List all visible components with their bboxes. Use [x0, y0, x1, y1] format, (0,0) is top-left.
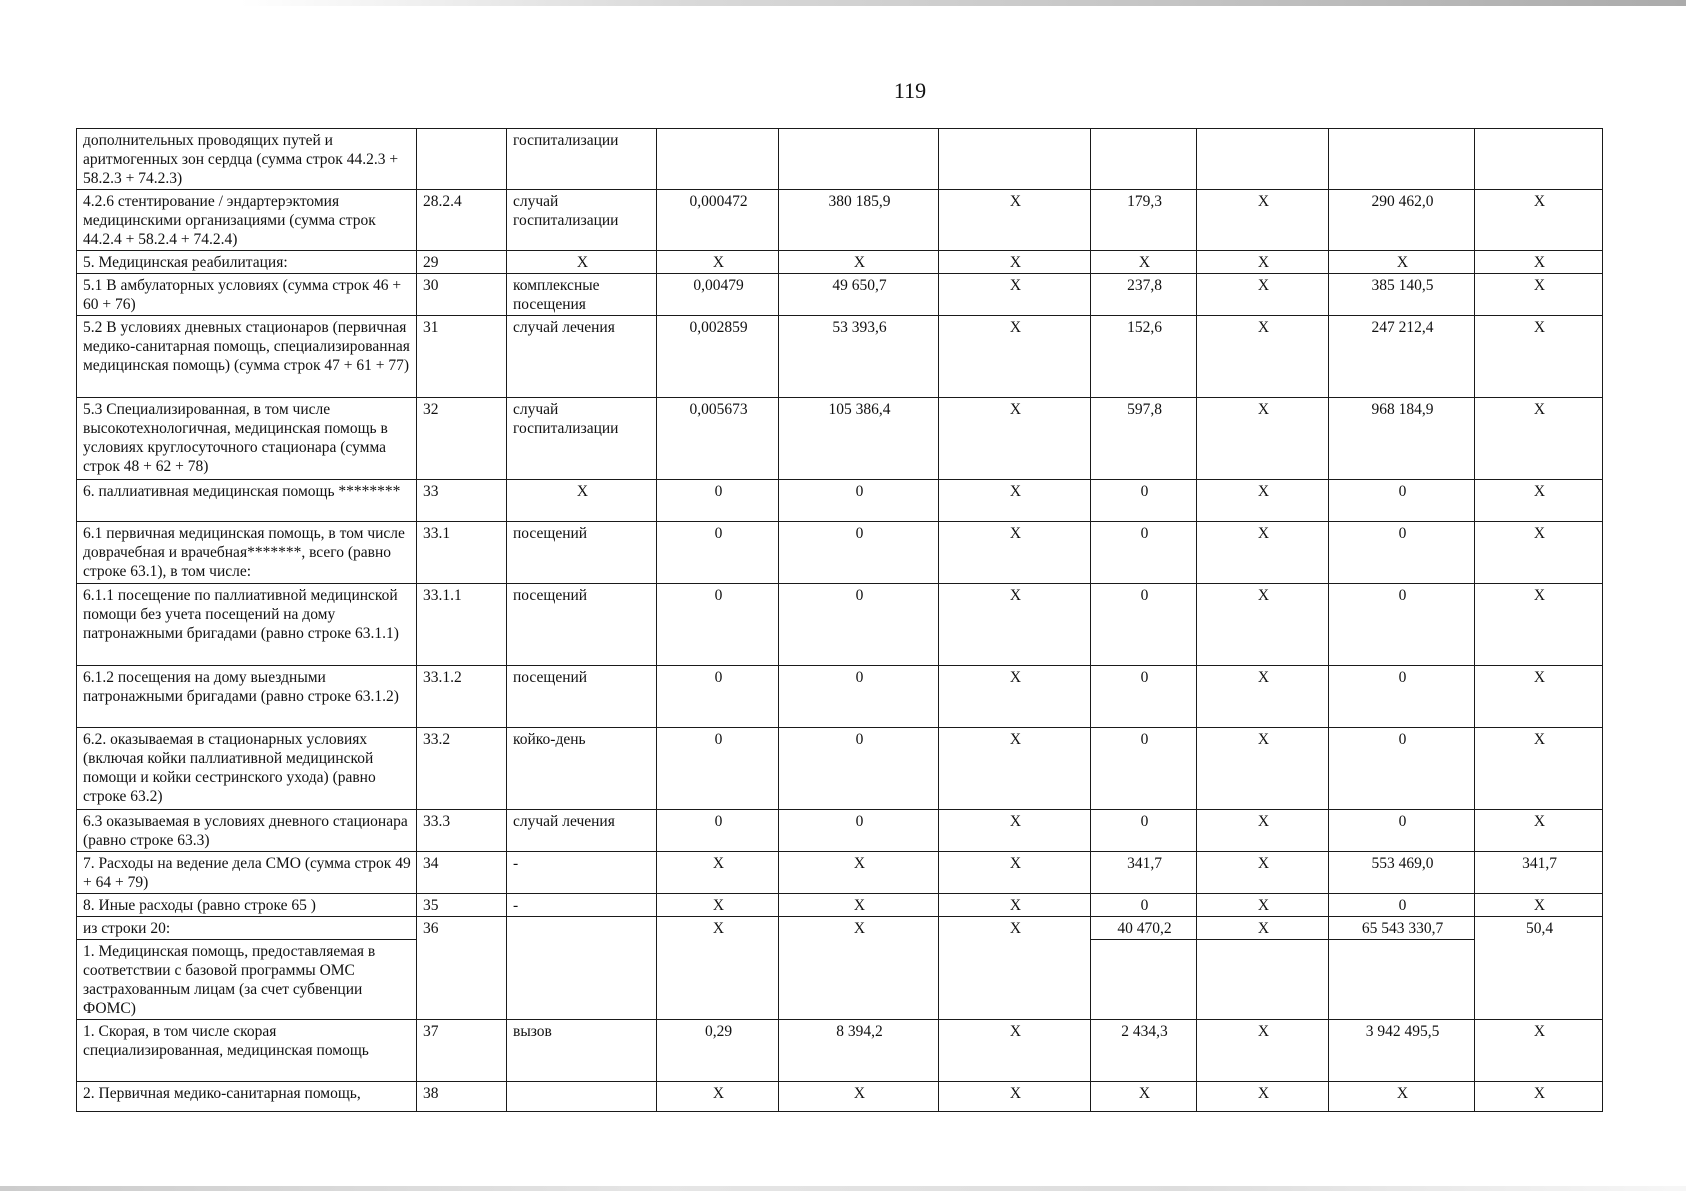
row-value-1: X	[657, 251, 779, 274]
row-value-4: X	[1091, 251, 1197, 274]
row-value-2: 53 393,6	[779, 316, 939, 398]
row-value-3: X	[939, 274, 1091, 316]
row-number: 28.2.4	[417, 190, 507, 251]
row-value-2: 0	[779, 810, 939, 852]
row-value-5: X	[1197, 666, 1329, 728]
row-value-7	[1475, 129, 1603, 190]
row-value-3: X	[939, 480, 1091, 522]
row-value-1: 0,005673	[657, 398, 779, 480]
row-value-4: 0	[1091, 666, 1197, 728]
row-value-4: 341,7	[1091, 852, 1197, 894]
row-value-3	[939, 129, 1091, 190]
row-unit: X	[507, 251, 657, 274]
row-value-4: X	[1091, 1082, 1197, 1112]
row-number: 33.1.1	[417, 584, 507, 666]
row-unit: X	[507, 480, 657, 522]
row-name: 5. Медицинская реабилитация:	[77, 251, 417, 274]
row-value-2: X	[779, 894, 939, 917]
row-unit: комплексные посещения	[507, 274, 657, 316]
row-value-3: X	[939, 316, 1091, 398]
row-number: 38	[417, 1082, 507, 1112]
row-value-4: 40 470,2	[1091, 917, 1197, 940]
row-value-3: X	[939, 852, 1091, 894]
row-name: 8. Иные расходы (равно строке 65 )	[77, 894, 417, 917]
data-table	[76, 128, 1603, 1112]
row-value-7: X	[1475, 894, 1603, 917]
row-name: 7. Расходы на ведение дела СМО (сумма строк 49 + 64 + 79)	[77, 852, 417, 894]
row-value-2: 0	[779, 480, 939, 522]
table-row	[77, 852, 1603, 894]
row-value-6: 0	[1329, 584, 1475, 666]
row-value-2: 8 394,2	[779, 1020, 939, 1082]
scan-edge-top	[240, 0, 1686, 6]
row-value-6: 0	[1329, 810, 1475, 852]
table-row	[77, 251, 1603, 274]
row-value-6: 0	[1329, 728, 1475, 810]
row-value-1: X	[657, 1082, 779, 1112]
row-value-6: 0	[1329, 894, 1475, 917]
row-value-4: 0	[1091, 584, 1197, 666]
row-value-4: 597,8	[1091, 398, 1197, 480]
row-unit: вызов	[507, 1020, 657, 1082]
row-unit: случай госпитализации	[507, 398, 657, 480]
table-row	[77, 1082, 1603, 1112]
row-value-2: X	[779, 852, 939, 894]
table-row	[77, 810, 1603, 852]
row-value-2: 105 386,4	[779, 398, 939, 480]
row-unit: -	[507, 852, 657, 894]
row-value-4: 179,3	[1091, 190, 1197, 251]
row-value-6: 65 543 330,7	[1329, 917, 1475, 940]
table-row	[77, 190, 1603, 251]
row-value-4: 2 434,3	[1091, 1020, 1197, 1082]
row-name: 5.1 В амбулаторных условиях (сумма строк 46 + 60 + 76)	[77, 274, 417, 316]
row-value-4: 0	[1091, 810, 1197, 852]
row-value-6: 0	[1329, 522, 1475, 584]
row-value-5: X	[1197, 190, 1329, 251]
row-value-2: 49 650,7	[779, 274, 939, 316]
row-name: 1. Скорая, в том числе скорая специализированная, медицинская помощь	[77, 1020, 417, 1082]
row-value-4: 237,8	[1091, 274, 1197, 316]
row-value-5	[1197, 129, 1329, 190]
row-value-7: X	[1475, 251, 1603, 274]
table-row	[77, 666, 1603, 728]
empty-cell	[1091, 940, 1197, 1020]
row-unit: койко-день	[507, 728, 657, 810]
row-number: 31	[417, 316, 507, 398]
row-name: 6. паллиативная медицинская помощь ********	[77, 480, 417, 522]
row-value-6: 968 184,9	[1329, 398, 1475, 480]
row-value-6: 0	[1329, 480, 1475, 522]
row-unit: госпитализации	[507, 129, 657, 190]
row-value-6	[1329, 129, 1475, 190]
row-value-7: X	[1475, 1020, 1603, 1082]
row-value-6: X	[1329, 251, 1475, 274]
row-value-4: 0	[1091, 728, 1197, 810]
row-number: 35	[417, 894, 507, 917]
row-value-2: 0	[779, 522, 939, 584]
row-value-1: X	[657, 852, 779, 894]
row-number: 34	[417, 852, 507, 894]
row-value-6: X	[1329, 1082, 1475, 1112]
row-value-2: X	[779, 917, 939, 1020]
row-value-6: 3 942 495,5	[1329, 1020, 1475, 1082]
row-unit: -	[507, 894, 657, 917]
row-unit: случай лечения	[507, 810, 657, 852]
row-value-3: X	[939, 1020, 1091, 1082]
row-unit	[507, 1082, 657, 1112]
table-row	[77, 274, 1603, 316]
row-value-3: X	[939, 584, 1091, 666]
table-row	[77, 728, 1603, 810]
row-value-2: 380 185,9	[779, 190, 939, 251]
row-value-1: 0,002859	[657, 316, 779, 398]
row-value-5: X	[1197, 1082, 1329, 1112]
row-value-1: 0	[657, 584, 779, 666]
row-number	[417, 129, 507, 190]
row-value-1: X	[657, 894, 779, 917]
row-value-3: X	[939, 917, 1091, 1020]
page-number: 119	[893, 78, 927, 103]
row-number: 33.1	[417, 522, 507, 584]
row-name: 1. Медицинская помощь, предоставляемая в соответствии с базовой программы ОМС застрахованным лицам (за счет субвенции ФОМС)	[77, 940, 417, 1020]
row-value-5: X	[1197, 894, 1329, 917]
table-row	[77, 480, 1603, 522]
row-value-1: 0	[657, 810, 779, 852]
row-unit: посещений	[507, 584, 657, 666]
table-row	[77, 129, 1603, 190]
row-name: 5.2 В условиях дневных стационаров (первичная медико-санитарная помощь, специализированная медицинская помощь) (сумма строк 47 + 61 + 77)	[77, 316, 417, 398]
row-value-1: 0	[657, 480, 779, 522]
row-value-3: X	[939, 894, 1091, 917]
row-value-3: X	[939, 728, 1091, 810]
row-name: 6.1.1 посещение по паллиативной медицинской помощи без учета посещений на дому патронажными бригадами (равно строке 63.1.1)	[77, 584, 417, 666]
row-value-1: X	[657, 917, 779, 1020]
row-value-5: X	[1197, 480, 1329, 522]
row-value-7: X	[1475, 810, 1603, 852]
row-name: 4.2.6 стентирование / эндартерэктомия медицинскими организациями (сумма строк 44.2.4 + 58.2.4 + 74.2.4)	[77, 190, 417, 251]
row-number: 33.3	[417, 810, 507, 852]
row-name: 6.3 оказываемая в условиях дневного стационара (равно строке 63.3)	[77, 810, 417, 852]
row-value-7: X	[1475, 1082, 1603, 1112]
row-value-1: 0	[657, 666, 779, 728]
row-unit: посещений	[507, 522, 657, 584]
row-name: дополнительных проводящих путей и аритмогенных зон сердца (сумма строк 44.2.3 + 58.2.3 + 74.2.3)	[77, 129, 417, 190]
row-number: 32	[417, 398, 507, 480]
row-number: 37	[417, 1020, 507, 1082]
row-number: 33.2	[417, 728, 507, 810]
from-row-label: из строки 20:	[77, 917, 417, 940]
row-value-6: 0	[1329, 666, 1475, 728]
row-value-3: X	[939, 190, 1091, 251]
row-value-1: 0,00479	[657, 274, 779, 316]
row-value-2: 0	[779, 728, 939, 810]
row-value-5: X	[1197, 852, 1329, 894]
row-name: 6.2. оказываемая в стационарных условиях (включая койки паллиативной медицинской помощи и койки сестринского ухода) (равно строке 63.2)	[77, 728, 417, 810]
row-value-3: X	[939, 666, 1091, 728]
row-value-4	[1091, 129, 1197, 190]
row-value-1: 0,29	[657, 1020, 779, 1082]
row-unit: посещений	[507, 666, 657, 728]
row-value-5: X	[1197, 584, 1329, 666]
empty-cell	[1197, 940, 1329, 1020]
row-value-2: 0	[779, 584, 939, 666]
row-number: 29	[417, 251, 507, 274]
row-value-3: X	[939, 251, 1091, 274]
row-value-7: X	[1475, 666, 1603, 728]
row-value-4: 0	[1091, 894, 1197, 917]
row-value-6: 385 140,5	[1329, 274, 1475, 316]
row-number: 36	[417, 917, 507, 1020]
row-value-5: X	[1197, 1020, 1329, 1082]
row-value-3: X	[939, 522, 1091, 584]
table-row	[77, 917, 1603, 940]
row-value-5: X	[1197, 810, 1329, 852]
row-value-5: X	[1197, 316, 1329, 398]
row-unit: случай госпитализации	[507, 190, 657, 251]
row-name: 6.1 первичная медицинская помощь, в том числе доврачебная и врачебная*******, всего (равно строке 63.1), в том числе:	[77, 522, 417, 584]
row-name: 5.3 Специализированная, в том числе высокотехнологичная, медицинская помощь в условиях круглосуточного стационара (сумма строк 48 + 62 + 78)	[77, 398, 417, 480]
row-value-7: X	[1475, 480, 1603, 522]
row-name: 6.1.2 посещения на дому выездными патронажными бригадами (равно строке 63.1.2)	[77, 666, 417, 728]
row-value-5: X	[1197, 398, 1329, 480]
table-row	[77, 584, 1603, 666]
row-value-1: 0	[657, 728, 779, 810]
scan-edge-bottom	[0, 1186, 1686, 1191]
row-value-2: X	[779, 1082, 939, 1112]
row-value-2: X	[779, 251, 939, 274]
row-number: 33	[417, 480, 507, 522]
row-number: 30	[417, 274, 507, 316]
row-number: 33.1.2	[417, 666, 507, 728]
row-value-7: X	[1475, 316, 1603, 398]
table-row	[77, 894, 1603, 917]
table-row	[77, 522, 1603, 584]
row-value-6: 553 469,0	[1329, 852, 1475, 894]
row-value-7: X	[1475, 728, 1603, 810]
row-value-6: 290 462,0	[1329, 190, 1475, 251]
table-row	[77, 1020, 1603, 1082]
row-value-3: X	[939, 398, 1091, 480]
row-value-4: 0	[1091, 480, 1197, 522]
row-value-5: X	[1197, 917, 1329, 940]
row-value-7: X	[1475, 522, 1603, 584]
row-value-1: 0,000472	[657, 190, 779, 251]
row-unit	[507, 917, 657, 1020]
row-value-1	[657, 129, 779, 190]
row-value-2: 0	[779, 666, 939, 728]
row-value-7: 50,4	[1475, 917, 1603, 1020]
row-value-5: X	[1197, 522, 1329, 584]
row-value-7: X	[1475, 398, 1603, 480]
row-value-7: X	[1475, 274, 1603, 316]
row-value-5: X	[1197, 728, 1329, 810]
row-value-2	[779, 129, 939, 190]
row-value-5: X	[1197, 274, 1329, 316]
row-value-4: 0	[1091, 522, 1197, 584]
row-value-3: X	[939, 1082, 1091, 1112]
row-value-5: X	[1197, 251, 1329, 274]
row-name: 2. Первичная медико-санитарная помощь,	[77, 1082, 417, 1112]
row-value-3: X	[939, 810, 1091, 852]
empty-cell	[1329, 940, 1475, 1020]
row-value-6: 247 212,4	[1329, 316, 1475, 398]
row-value-7: X	[1475, 584, 1603, 666]
table-row	[77, 316, 1603, 398]
row-value-1: 0	[657, 522, 779, 584]
row-unit: случай лечения	[507, 316, 657, 398]
row-value-7: X	[1475, 190, 1603, 251]
row-value-4: 152,6	[1091, 316, 1197, 398]
table-row	[77, 398, 1603, 480]
row-value-7: 341,7	[1475, 852, 1603, 894]
